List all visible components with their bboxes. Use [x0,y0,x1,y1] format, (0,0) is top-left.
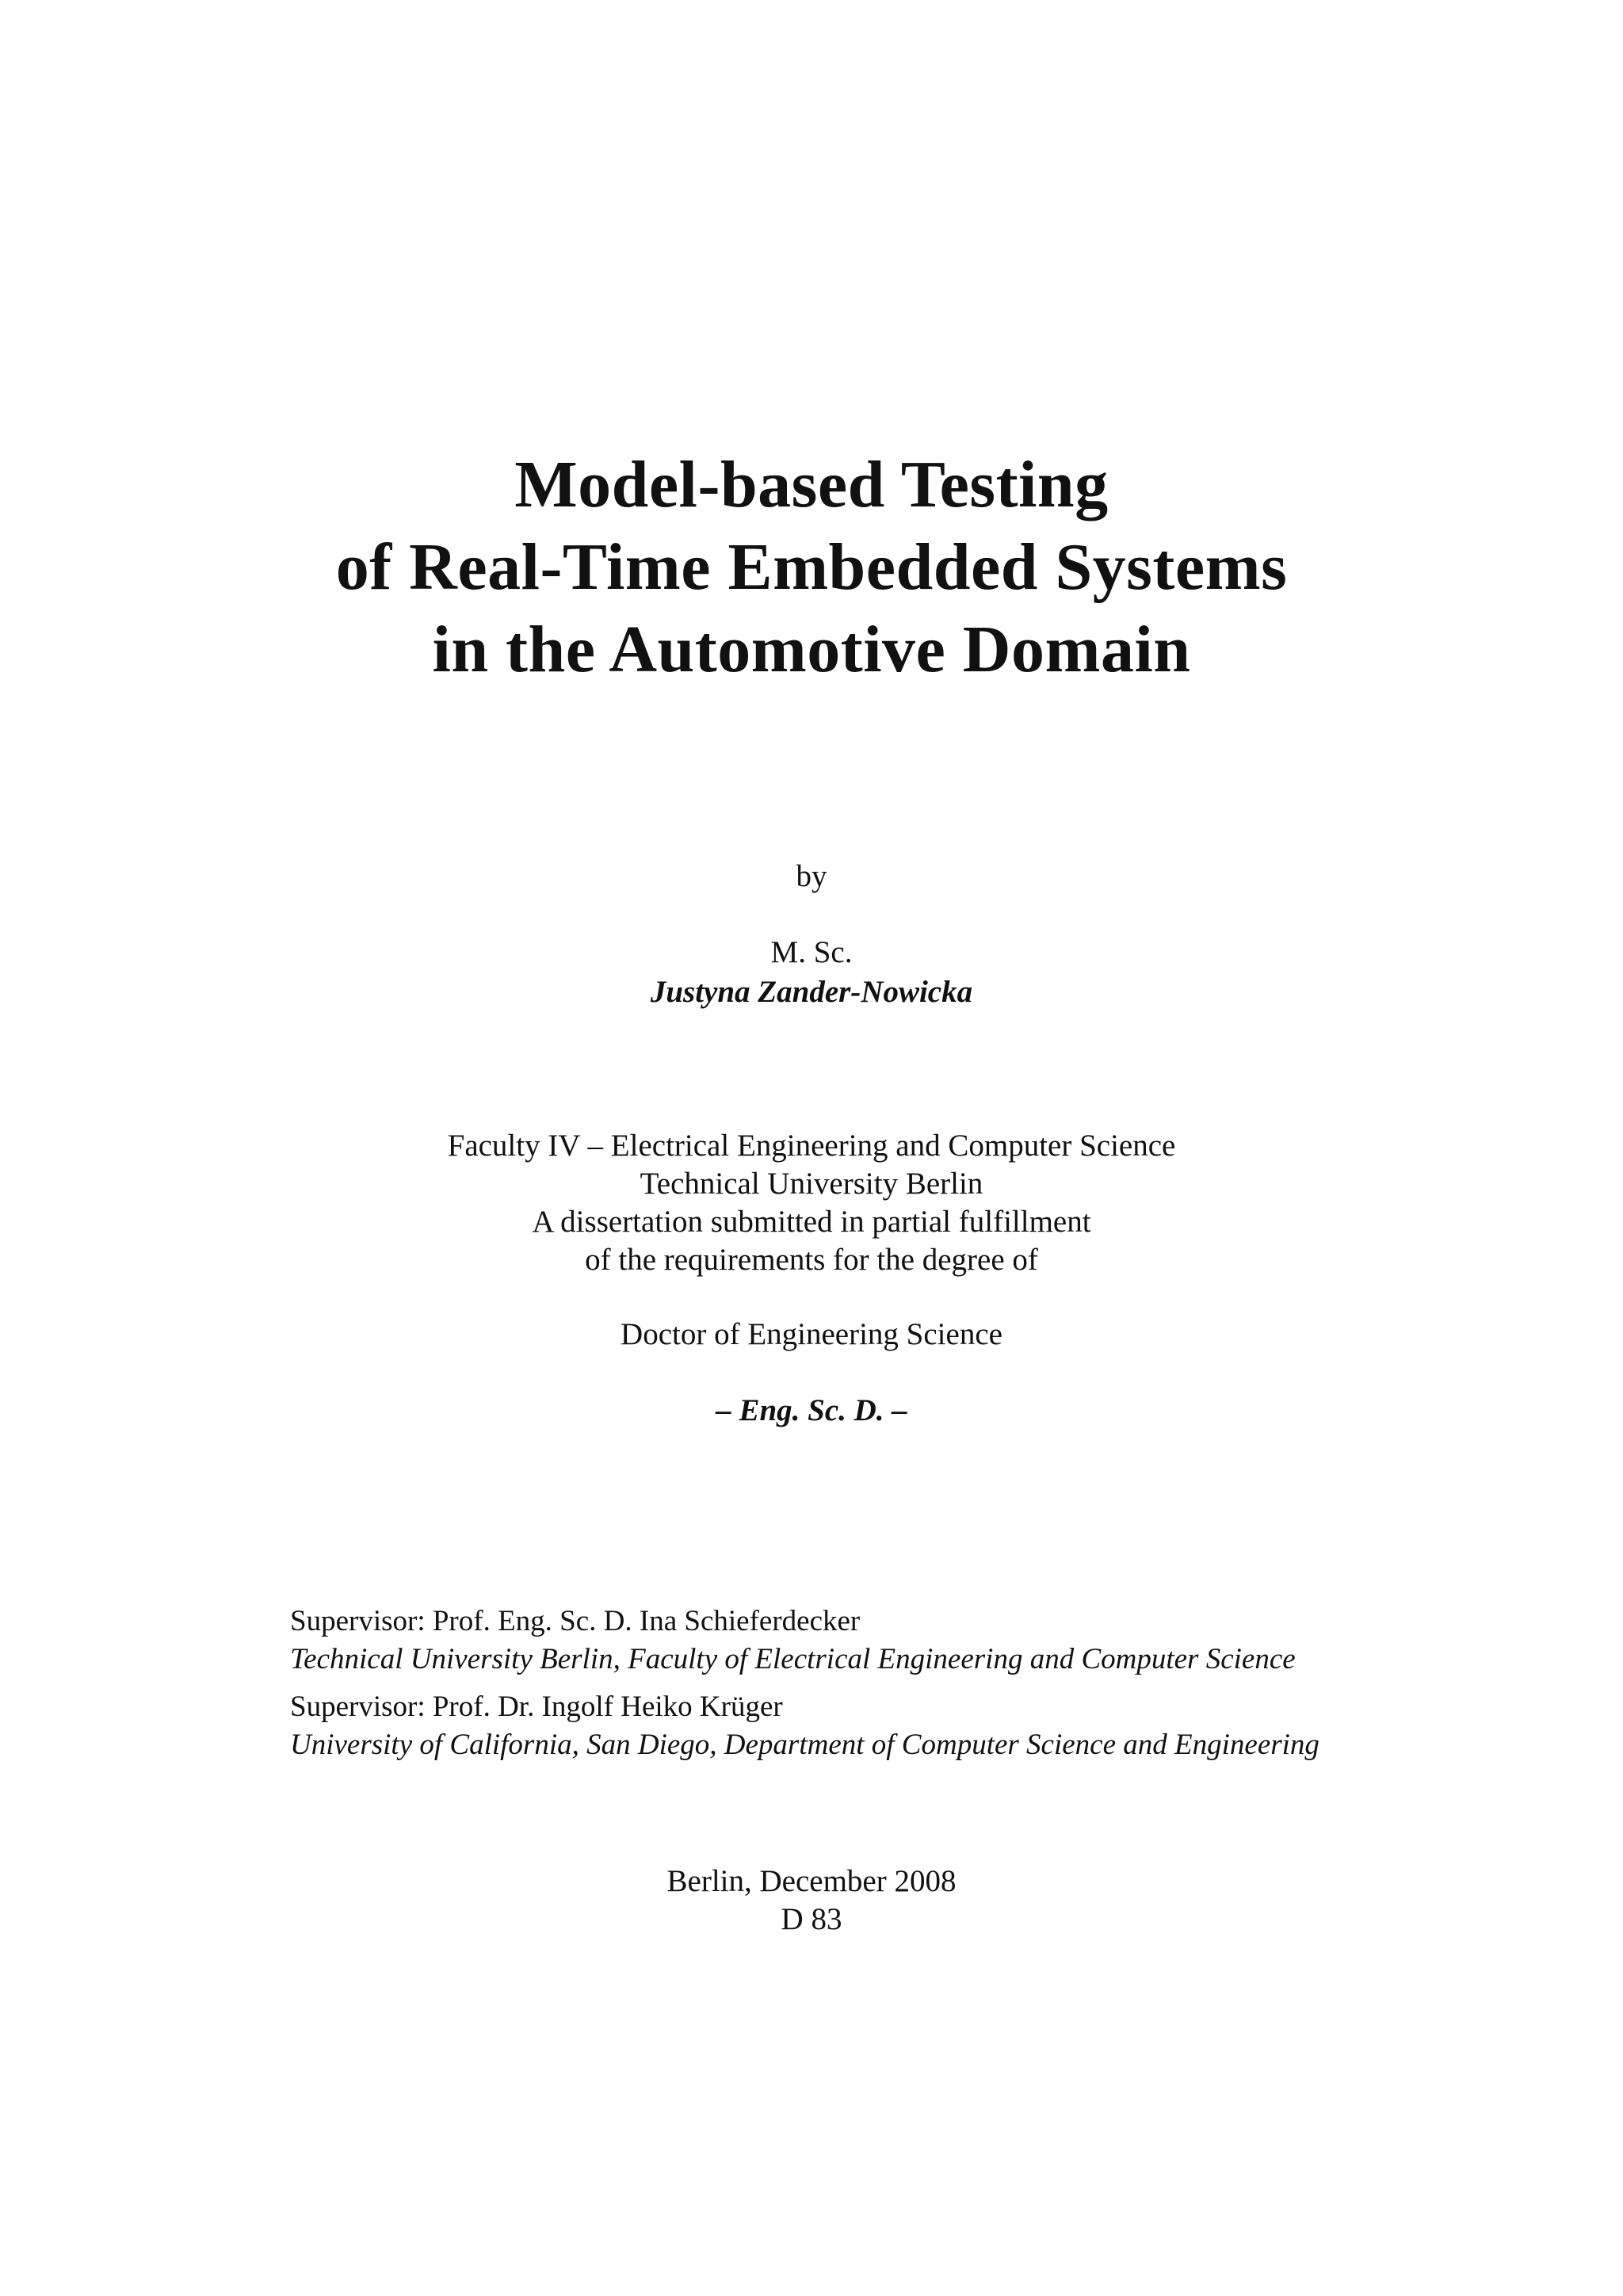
faculty-line-4: of the requirements for the degree of [585,1243,1038,1277]
dissertation-title [0,444,1623,691]
by-text: by [796,859,827,893]
place-date-text: Berlin, December 2008 [666,1864,957,1898]
degree-abbreviation: – Eng. Sc. D. – [716,1393,907,1427]
place-and-date [0,1862,1623,1939]
supervisor-entry [290,1688,1319,1764]
faculty-statement [0,1127,1623,1279]
supervisor-name: Supervisor: Prof. Dr. Ingolf Heiko Krüger [290,1690,783,1723]
supervisors-list [290,1603,1319,1774]
title-line-2: of Real-Time Embedded Systems [335,530,1288,604]
faculty-line-3: A dissertation submitted in partial fulfillment [532,1205,1091,1239]
supervisor-entry [290,1603,1319,1679]
faculty-line-2: Technical University Berlin [640,1167,983,1201]
dissertation-code: D 83 [781,1902,842,1936]
degree-name: Doctor of Engineering Science [621,1317,1002,1351]
author-name: Justyna Zander-Nowicka [650,975,973,1009]
faculty-line-1: Faculty IV – Electrical Engineering and Computer Science [447,1129,1176,1163]
title-line-3: in the Automotive Domain [432,613,1191,686]
author-degree: M. Sc. [770,935,853,969]
supervisor-name: Supervisor: Prof. Eng. Sc. D. Ina Schieferdecker [290,1605,861,1637]
title-line-1: Model-based Testing [514,448,1109,521]
supervisor-affiliation: Technical University Berlin, Faculty of Electrical Engineering and Computer Science [290,1643,1296,1675]
supervisor-affiliation: University of California, San Diego, Department of Computer Science and Engineering [290,1729,1319,1761]
